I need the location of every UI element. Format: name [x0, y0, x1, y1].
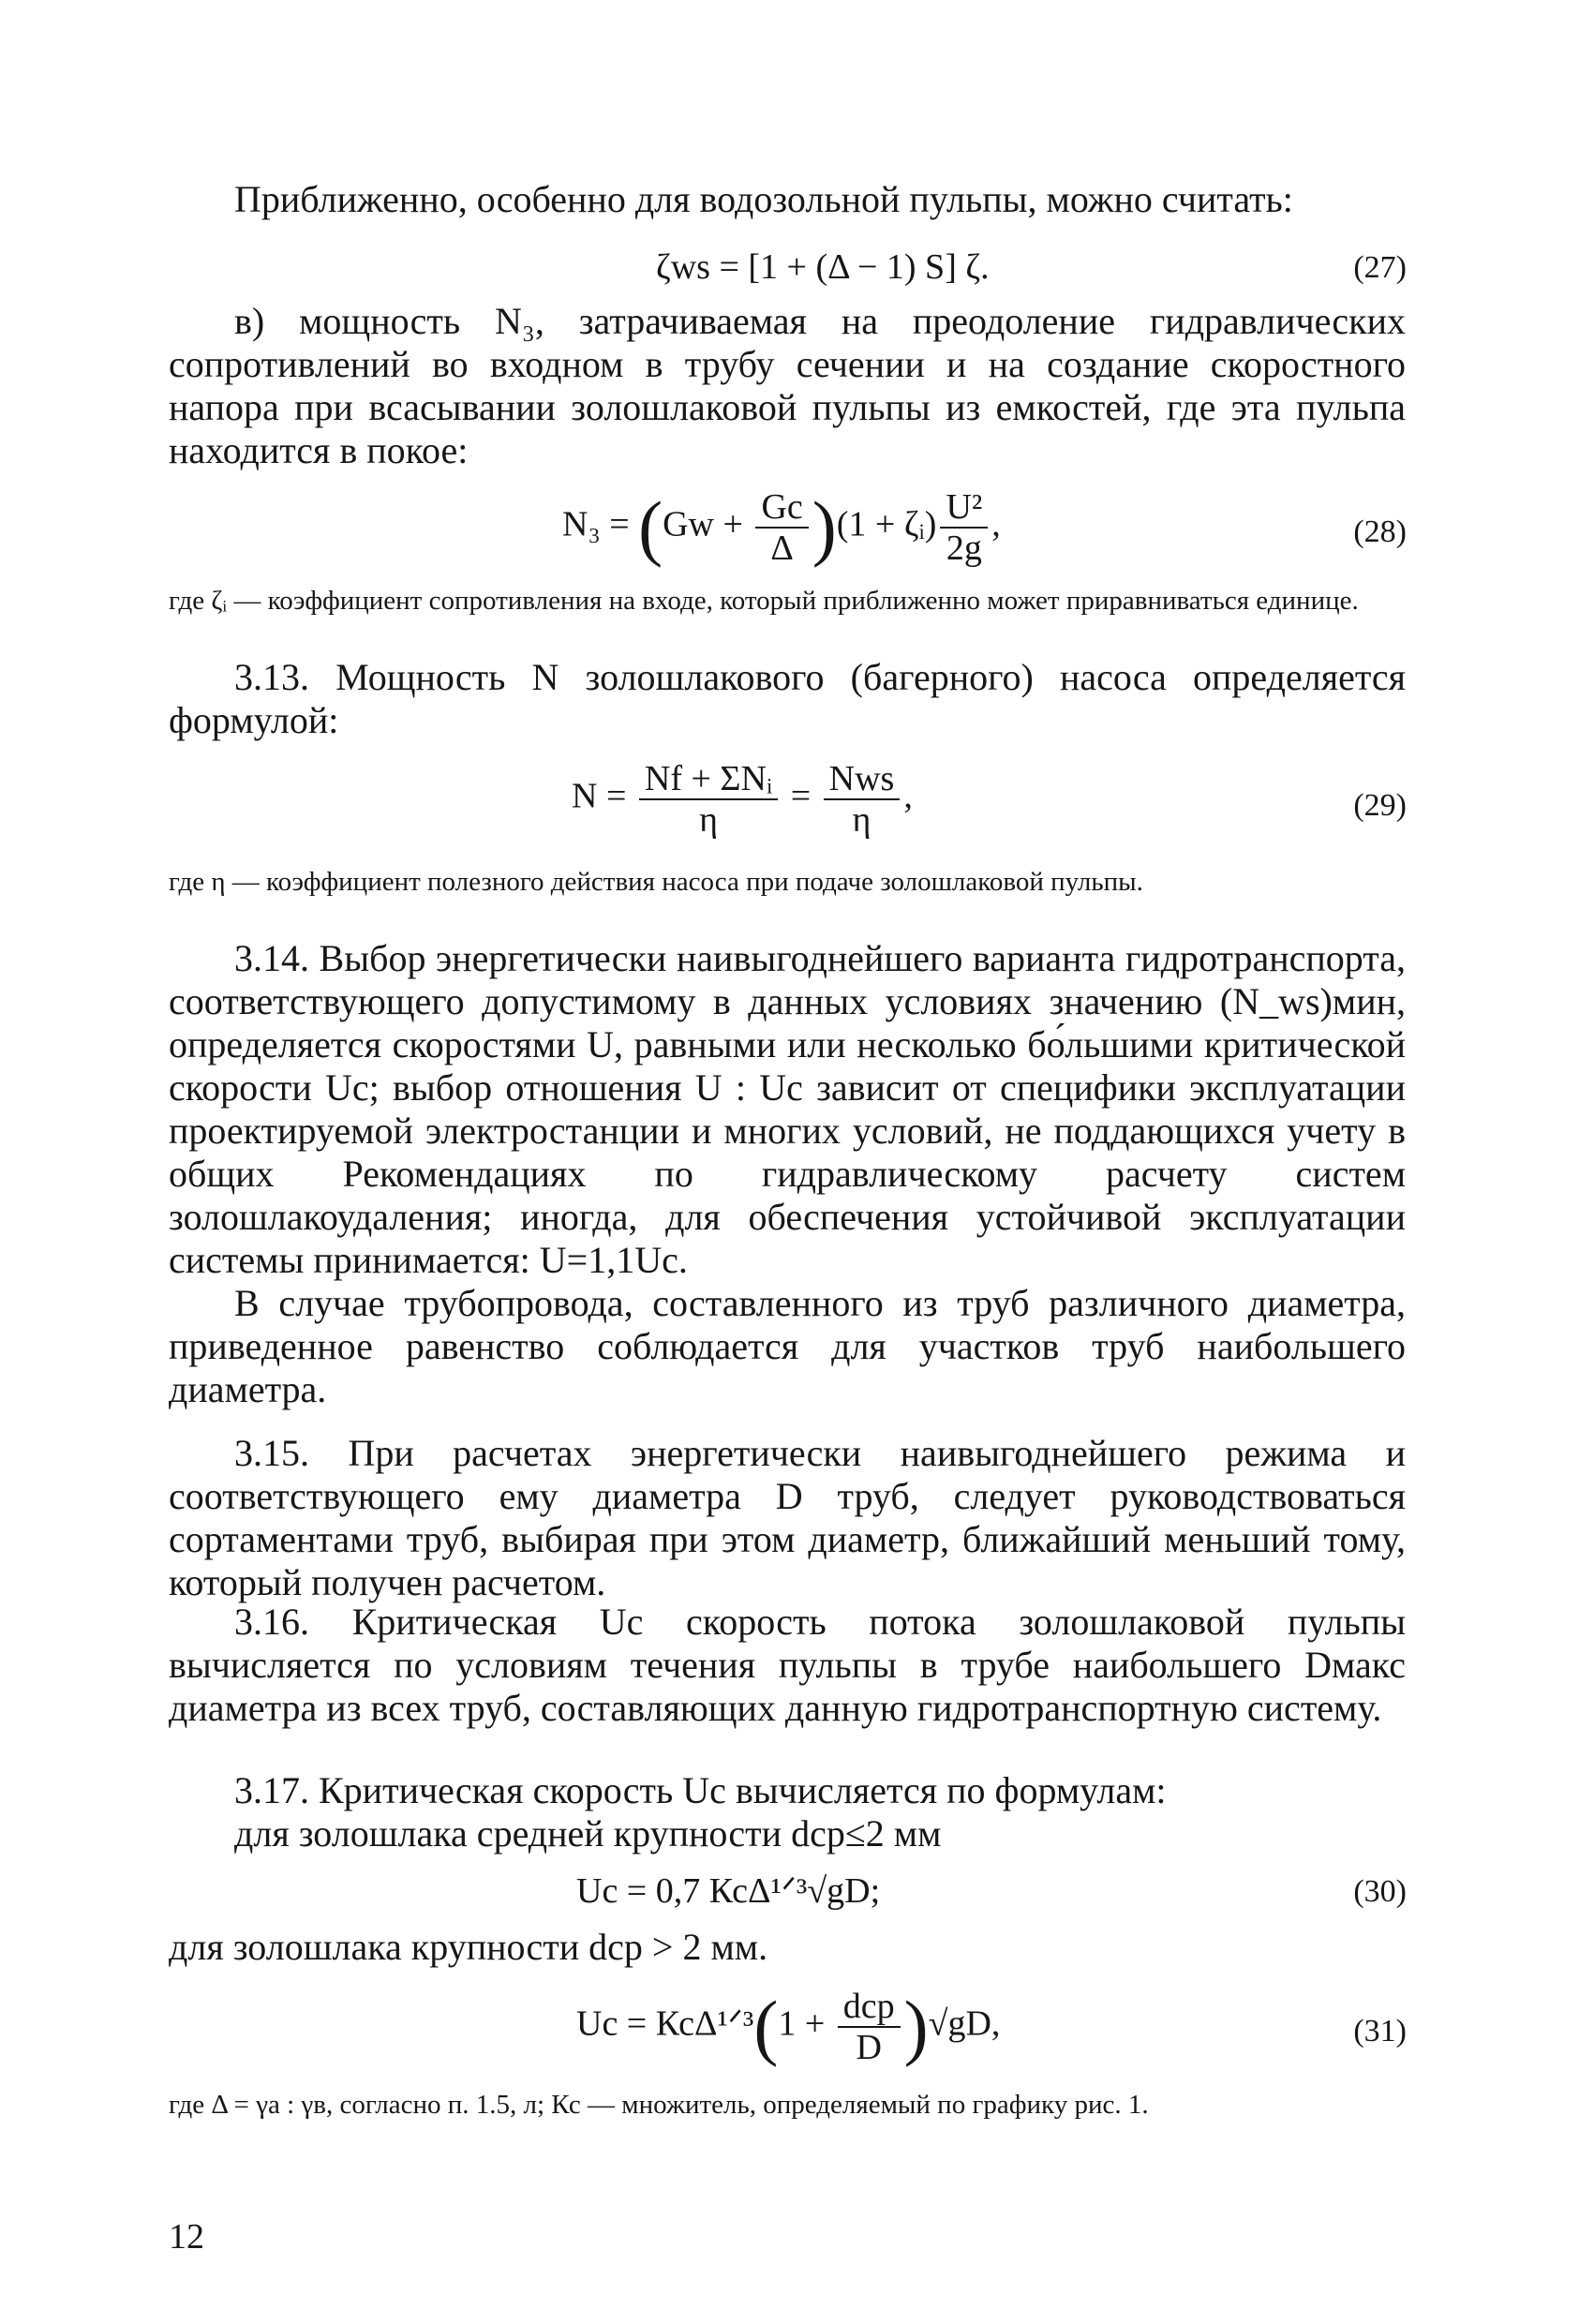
paragraph-text: 3.15. При расчетах энергетически наивыгоднейшего режима и соответствующего ему диаметра D труб, следует руководствоваться сортаментами труб, выбирая при этом диаметр, ближайший меньший тому, который получен расчетом.: [169, 1432, 1406, 1603]
equation-number-28: (28): [1353, 514, 1407, 549]
paragraph-coarse: [169, 1926, 1406, 1969]
equation-number-27: (27): [1353, 250, 1407, 285]
equation-27: ζws = [1 + (Δ − 1) S] ζ.: [656, 247, 990, 287]
eq28-gw: Gw +: [663, 504, 752, 544]
paragraph-approx: [169, 178, 1406, 221]
paragraph-text: Приближенно, особенно для водозольной пульпы, можно считать:: [234, 178, 1293, 220]
fraction-gc-delta: [755, 487, 808, 568]
eq31-one: 1 +: [778, 2004, 834, 2044]
equation-31: [576, 1987, 1000, 2067]
equation-29: N = $\frac{\text{Nf + ΣNᵢ}}{\eta}$ = $\frac{\text{Nws}}{\eta}$ ,: [572, 759, 913, 840]
fraction-nws: [824, 759, 901, 840]
paragraph-text: в) мощность N₃, затрачиваемая на преодоление гидравлических сопротивлений во входном в трубу сечении и на создание скоростного напора при всасывании золошлаковой пульпы из емкостей, где эта пульпа находится в покое:: [169, 300, 1406, 471]
eq29-lhs: N =: [572, 776, 635, 816]
numerator: dср: [838, 1987, 901, 2028]
note-29: [169, 867, 1406, 898]
numerator: Nf + ΣNᵢ: [639, 759, 778, 800]
note-text: где ζᵢ — коэффициент сопротивления на входе, который приближенно может приравниваться единице.: [169, 586, 1359, 616]
section-3-13: [169, 656, 1406, 742]
section-3-15: [169, 1432, 1406, 1604]
eq28-lhs: N₃ =: [562, 504, 639, 544]
paragraph-text: В случае трубопровода, составленного из труб различного диаметра, приведенное равенство соблюдается для участков труб наибольшего диаметра.: [169, 1282, 1406, 1410]
numerator: Gс: [755, 487, 808, 529]
note-31: [169, 2090, 1406, 2121]
eq29-equals: =: [782, 776, 820, 816]
fraction-total: [639, 759, 778, 840]
eq31-tail: √gD,: [928, 2004, 1001, 2044]
paren-open: (: [753, 1986, 779, 2067]
paragraph-text: 3.17. Критическая скорость Uс вычисляется по формулам:: [234, 1769, 1167, 1811]
denominator: η: [852, 800, 871, 840]
numerator: U²: [940, 487, 988, 529]
paragraph-text: 3.14. Выбор энергетически наивыгоднейшего варианта гидротранспорта, соответствующего допустимому в данных условиях значению (N_ws)мин, определяется скоростями U, равными или несколько бо́льшими критической скорости Uс; выбор отношения U : Uс зависит от специфики эксплуатации проектируемой электростанции и многих условий, не поддающихся учету в общих Рекомендациях по гидравлическому расчету систем золошлакоудаления; иногда, для обеспечения устойчивой эксплуатации системы принимается: U=1,1Uс.: [169, 937, 1406, 1281]
paren-close: ): [812, 486, 837, 568]
paren-close: ): [903, 1986, 929, 2067]
equation-number-30: (30): [1353, 1874, 1407, 1909]
denominator: 2g: [946, 529, 982, 568]
denominator: D: [856, 2028, 882, 2067]
paragraph-text: 3.16. Критическая Uс скорость потока золошлаковой пульпы вычисляется по условиям течения пульпы в трубе наибольшего Dмакс диаметра из всех труб, составляющих данную гидротранспортную систему.: [169, 1601, 1406, 1729]
eq31-lhs: Uс = КсΔ¹ᐟ³: [576, 2004, 754, 2044]
fraction-dcp-d: [838, 1987, 901, 2067]
paragraph-text: для золошлака средней крупности dср≤2 мм: [234, 1812, 942, 1855]
fraction-u2-2g: [940, 487, 988, 568]
numerator: Nws: [824, 759, 901, 800]
section-3-17: [169, 1769, 1406, 1855]
equation-number-29: (29): [1353, 788, 1407, 823]
note-28: [169, 586, 1406, 617]
paragraph-text: 3.13. Мощность N золошлакового (багерного) насоса определяется формулой:: [169, 656, 1406, 741]
paragraph-text: для золошлака крупности dср > 2 мм.: [169, 1926, 768, 1968]
equation-28: N₃ = (Gw + $\frac{Gс}{\Delta}$ )(1 + ζᵢ) $\frac{\text{U²}}{2g}$ ,: [562, 486, 1001, 568]
note-text: где η — коэффициент полезного действия насоса при подаче золошлаковой пульпы.: [169, 867, 1143, 897]
eq28-mid: (1 + ζᵢ): [836, 504, 937, 544]
paren-open: (: [638, 486, 663, 568]
equation-30: Uс = 0,7 КсΔ¹ᐟ³√gD;: [576, 1871, 881, 1911]
note-text: где Δ = γа : γв, согласно п. 1.5, л; Кс — множитель, определяемый по графику рис. 1.: [169, 2090, 1149, 2120]
page-number: 12: [169, 2217, 204, 2257]
paragraph-power-n3: [169, 300, 1406, 472]
section-3-16: [169, 1601, 1406, 1730]
denominator: Δ: [770, 529, 794, 568]
denominator: η: [699, 800, 718, 840]
section-3-14: [169, 937, 1406, 1411]
equation-number-31: (31): [1353, 2014, 1407, 2048]
